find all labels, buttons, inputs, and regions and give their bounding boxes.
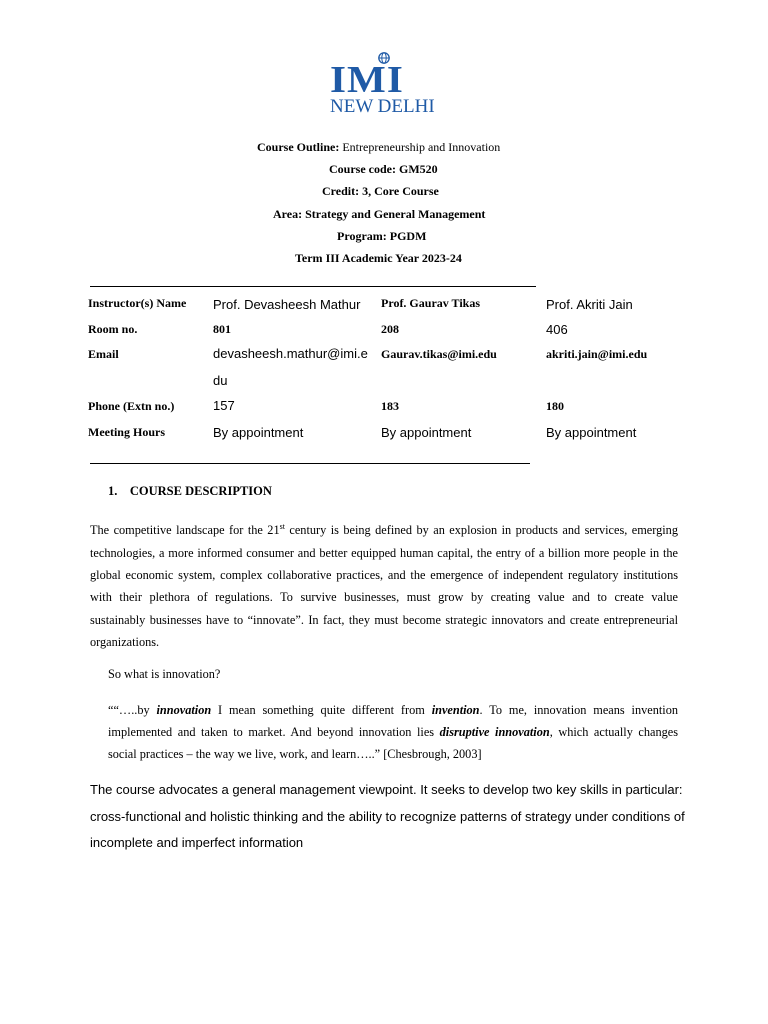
program-line: Program: PGDM — [337, 229, 427, 243]
credit-value: 3, — [362, 184, 372, 198]
quote-emphasis-innovation: innovation — [156, 703, 212, 717]
instructor-3-room: 406 — [546, 322, 568, 337]
innovation-question: So what is innovation? — [108, 667, 221, 681]
section-title: 1. COURSE DESCRIPTION — [108, 484, 272, 498]
quote-text: ““…..by — [108, 703, 157, 717]
course-outline-value: Entrepreneurship and Innovation — [342, 140, 501, 154]
row-label-email: Email — [88, 347, 119, 361]
quote-emphasis-invention: invention — [431, 703, 480, 717]
instructor-2-room: 208 — [381, 322, 399, 336]
term-label: Term — [295, 251, 323, 265]
instructor-3-meeting: By appointment — [546, 425, 637, 440]
advoc-line-2: cross-functional and holistic thinking and the ability to recognize patterns of strategy under conditions of — [90, 808, 685, 824]
quote-emphasis-disruptive: disruptive innovation — [439, 725, 550, 739]
instructor-1-meeting: By appointment — [213, 425, 304, 440]
term-value: III — [325, 251, 340, 265]
superscript-st: st — [279, 522, 285, 531]
academic-year-value: 2023-24 — [421, 251, 462, 265]
instructor-2-phone: 183 — [381, 399, 399, 413]
para-line-6: organizations. — [90, 635, 160, 650]
divider-top — [90, 286, 536, 287]
course-code-label: Course code: — [329, 162, 396, 176]
instructor-3-email[interactable]: akriti.jain@imi.edu — [546, 347, 648, 361]
course-description-paragraph — [90, 516, 678, 654]
quote-line-3: social practices – the way we live, work, and learn…..” [Chesbrough, 2003] — [108, 747, 482, 761]
logo-location: NEW DELHI — [330, 96, 435, 117]
course-outline-label: Course Outline: — [257, 140, 340, 154]
quote-text: . To me, innovation means invention — [479, 703, 678, 717]
academic-year-label: Academic Year — [341, 251, 419, 265]
instructor-1-email-cont[interactable]: du — [213, 373, 228, 388]
instructor-3-name: Prof. Akriti Jain — [546, 297, 633, 312]
credit-line — [322, 184, 452, 199]
para-line-1 — [90, 516, 678, 542]
advoc-line-3: incomplete and imperfect information — [90, 835, 304, 850]
para-line-5: sustainably businesses have to “innovate”. In fact, they must become strategic innovators and create entrepreneurial — [90, 612, 678, 627]
para-line-1-text: The competitive landscape for the 21st century is being defined by an explosion in products and services, emerging — [90, 522, 678, 538]
instructor-2-email[interactable]: Gaurav.tikas@imi.edu — [381, 347, 497, 361]
quote-line-2 — [108, 721, 678, 743]
imi-logo — [330, 52, 446, 118]
credit-label: Credit: — [322, 184, 360, 198]
quote-text: , which actually changes — [549, 725, 678, 739]
logo-brand: IMI — [330, 59, 404, 101]
area-line — [273, 207, 503, 222]
area-value: Strategy and General Management — [305, 207, 486, 221]
instructor-2-name: Prof. Gaurav Tikas — [381, 296, 481, 310]
instructor-3-phone: 180 — [546, 399, 564, 413]
course-advocates-paragraph — [90, 777, 685, 857]
para-line-2: technologies, a more informed consumer and better equipped human capital, the entry of a billion more people in the — [90, 545, 678, 560]
area-label: Area: — [273, 207, 303, 221]
chesbrough-quote — [108, 699, 678, 765]
instructor-1-name: Prof. Devasheesh Mathur — [213, 297, 361, 312]
instructor-1-email[interactable]: devasheesh.mathur@imi.e — [213, 346, 368, 361]
instructor-1-room: 801 — [213, 322, 231, 336]
row-label-name: Instructor(s) Name — [88, 296, 187, 310]
course-code-line — [329, 162, 449, 177]
quote-text: implemented and taken to market. And beyond innovation lies — [108, 725, 440, 739]
advoc-line-1: The course advocates a general management viewpoint. It seeks to develop two key skills in particular: — [90, 782, 683, 797]
para-line-3: global economic system, complex collaborative practices, and the emergence of independent regulatory institutions — [90, 567, 678, 582]
quote-line-1 — [108, 699, 678, 721]
row-label-room: Room no. — [88, 322, 138, 336]
instructor-1-phone: 157 — [213, 398, 235, 413]
course-code-value: GM520 — [398, 162, 438, 176]
divider-bottom — [90, 463, 530, 464]
para-line-4: with their plethora of regulations. To survive businesses, must grow by creating value and to create value — [90, 590, 678, 605]
course-outline-line — [257, 140, 517, 155]
term-line — [295, 251, 477, 266]
row-label-meeting: Meeting Hours — [88, 425, 165, 439]
row-label-phone: Phone (Extn no.) — [88, 399, 175, 413]
instructor-2-meeting: By appointment — [381, 425, 472, 440]
quote-text: I mean something quite different from — [211, 703, 432, 717]
core-course: Core Course — [374, 184, 439, 198]
